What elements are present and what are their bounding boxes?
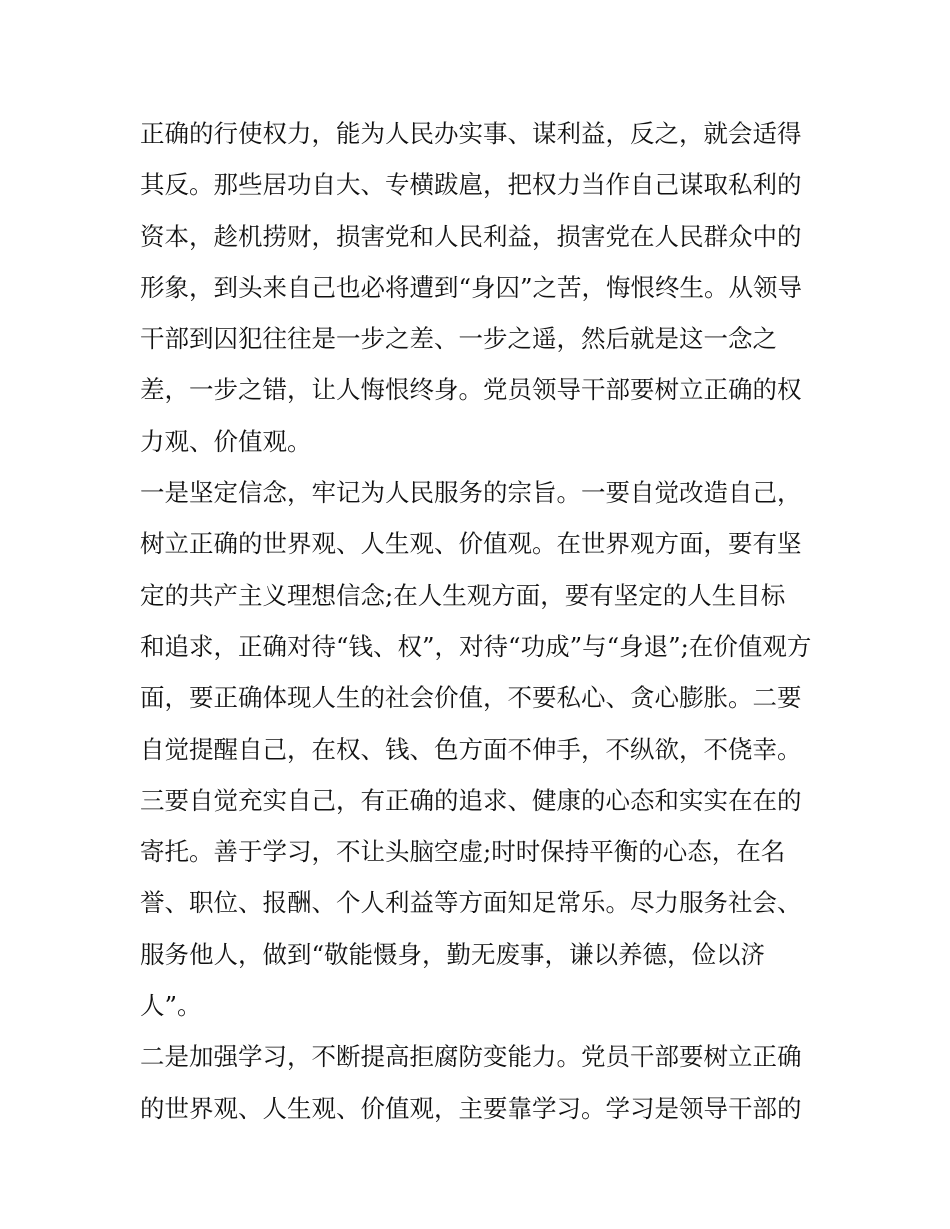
text-line: 二是加强学习，不断提高拒腐防变能力。党员干部要树立正确 (140, 1042, 802, 1072)
text-line: 定的共产主义理想信念;在人生观方面，要有坚定的人生目标 (140, 580, 786, 610)
document-body (140, 108, 820, 1134)
text-line: 资本，趁机捞财，损害党和人民利益，损害党在人民群众中的 (140, 221, 802, 251)
text-line: 一是坚定信念，牢记为人民服务的宗旨。一要自觉改造自己， (140, 478, 802, 508)
text-line: 誉、职位、报酬、个人利益等方面知足常乐。尽力服务社会、 (140, 888, 802, 918)
text-line: 形象，到头来自己也必将遭到“身囚”之苦，悔恨终生。从领导 (140, 272, 803, 302)
text-line: 寄托。善于学习，不让头脑空虚;时时保持平衡的心态，在名 (140, 837, 786, 867)
text-line: 和追求，正确对待“钱、权”，对待“功成”与“身退”;在价值观方 (140, 631, 812, 661)
text-line: 三要自觉充实自己，有正确的追求、健康的心态和实实在在的 (140, 785, 802, 815)
text-line: 服务他人，做到“敬能慑身，勤无废事，谦以养德，俭以济 (140, 939, 766, 969)
text-line: 人”。 (140, 991, 202, 1021)
text-line: 自觉提醒自己，在权、钱、色方面不伸手，不纵欲，不侥幸。 (140, 734, 802, 764)
text-line: 正确的行使权力，能为人民办实事、谋利益，反之，就会适得 (140, 119, 802, 148)
text-line: 其反。那些居功自大、专横跋扈，把权力当作自己谋取私利的 (140, 170, 802, 200)
text-line: 面，要正确体现人生的社会价值，不要私心、贪心膨胀。二要 (140, 683, 802, 713)
text-line: 力观、价值观。 (140, 426, 312, 456)
text-line: 差，一步之错，让人悔恨终身。党员领导干部要树立正确的权 (140, 375, 802, 405)
text-line: 的世界观、人生观、价值观，主要靠学习。学习是领导干部的 (140, 1093, 802, 1123)
text-line: 树立正确的世界观、人生观、价值观。在世界观方面，要有坚 (140, 529, 802, 559)
text-line: 干部到囚犯往往是一步之差、一步之遥，然后就是这一念之 (140, 324, 777, 354)
